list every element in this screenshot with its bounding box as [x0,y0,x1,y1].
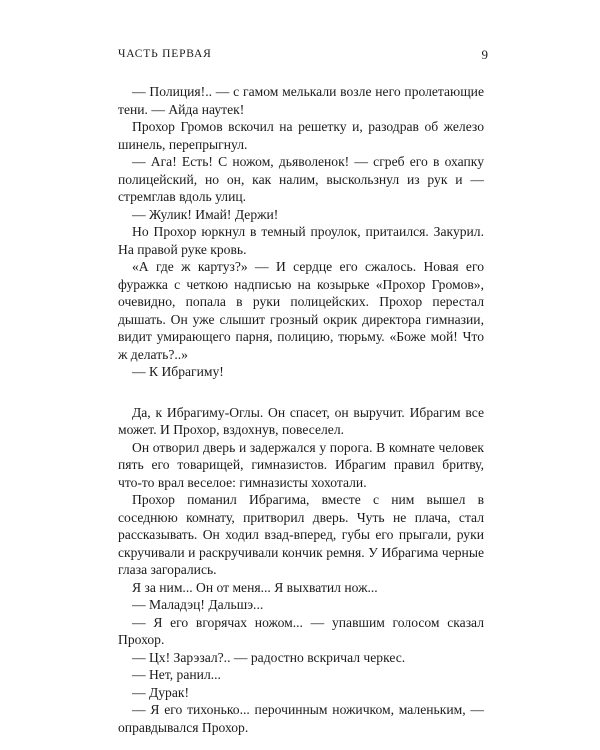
section-title: ЧАСТЬ ПЕРВАЯ [118,48,212,60]
paragraph: Но Прохор юркнул в темный проулок, притаился. Закурил. На правой руке кровь. [118,224,484,257]
paragraph: — Маладэц! Дальшэ... [132,597,264,612]
paragraph: Он отворил дверь и задержался у порога. В комнате человек пять его товарищей, гимназистов. Ибрагим правил бритву, что-то врал веселое: гимназисты хохотали. [118,439,484,490]
paragraph: — Цх! Зарэзал?.. — радостно вскричал черкес. [132,649,406,665]
paragraph: Прохор поманил Ибрагима, вместе с ним вышел в соседнюю комнату, притворил дверь. Чуть не плача, стал рассказывать. Он ходил взад-вперед, губы его прыгали, руки скручивали и раскручивали кончик ремня. У Ибрагима черные глаза загорались. [118,492,484,577]
paragraph: — К Ибрагиму! [132,364,224,379]
paragraph: Да, к Ибрагиму-Оглы. Он спасет, он выручит. Ибрагим все может. И Прохор, вздохнув, повеселел. [118,404,484,437]
paragraph: — Ага! Есть! С ножом, дьяволенок! — сгреб его в охапку полицейский, но он, как налим, выскользнул из рук и — стремглав вдоль улиц. [118,154,484,204]
paragraph: — Я его тихонько... перочинным ножичком, маленьким, — оправдывался Прохор. [118,702,484,735]
paragraph: — Нет, ранил... [132,667,221,682]
page-number: 9 [481,47,488,62]
book-page [118,47,494,735]
paragraph: Я за ним... Он от меня... Я выхватил нож... [132,579,378,595]
paragraph: «А где ж картуз?» — И сердце его сжалось. Новая его фуражка с четкою надписью на козырьке «Прохор Громов», очевидно, попала в руки полицейских. Прохор перестал дышать. Он уже слышит грозный окрик директора гимназии, видит умирающего парня, полицию, тюрьму. «Боже мой! Что ж делать?..» [118,259,484,362]
paragraph: — Жулик! Имай! Держи! [132,206,279,222]
body-text [118,83,484,736]
paragraph: — Я его вгорячах ножом... — упавшим голосом сказал Прохор. [118,614,484,647]
paragraph: — Полиция!.. — с гамом мелькали возле него пролетающие тени. — Айда наутек! [118,84,484,117]
running-head [118,48,494,70]
paragraph: Прохор Громов вскочил на решетку и, разодрав об железо шинель, перепрыгнул. [118,119,484,152]
paragraph: — Дурак! [132,684,190,700]
